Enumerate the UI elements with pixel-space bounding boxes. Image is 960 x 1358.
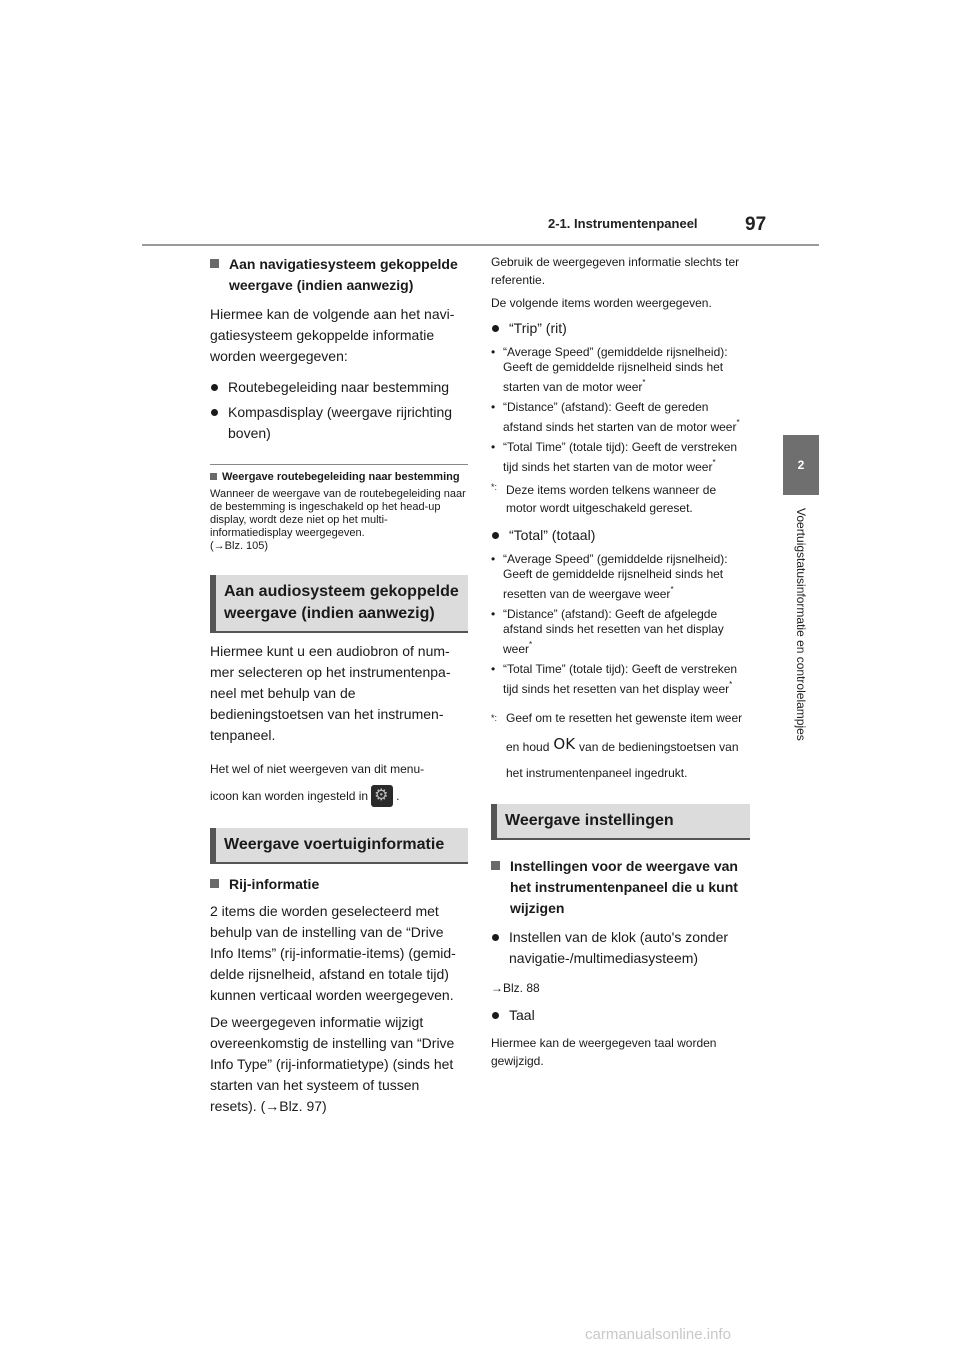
settings-gear-icon bbox=[371, 785, 393, 807]
chapter-title: Voertuigstatusinformatie en controlelampjes bbox=[794, 508, 808, 741]
trip-item-average-speed: • “Average Speed” (gemiddelde rijsnelheid): Geeft de gemiddelde rijsnelheid sinds het starten van de motor weer* bbox=[491, 345, 750, 395]
settings-heading: Instellingen voor de weergave van het instrumentenpaneel die u kunt wijzigen bbox=[491, 856, 750, 919]
audio-banner: Aan audiosysteem gekoppelde weergave (indien aanwezig) bbox=[210, 575, 468, 633]
route-note-heading: Weergave routebegeleiding naar bestemming bbox=[210, 471, 468, 484]
note-divider bbox=[210, 464, 468, 465]
bullet-route: Routebegeleiding naar bestemming bbox=[210, 377, 468, 398]
trip-item-total-time: • “Total Time” (totale tijd): Geeft de verstreken tijd sinds het starten van de motor weer* bbox=[491, 440, 750, 475]
bullet-trip: “Trip” (rit) bbox=[491, 318, 750, 339]
trip-item-distance: • “Distance” (afstand): Geeft de gereden afstand sinds het starten van de motor weer* bbox=[491, 400, 750, 435]
taal-paragraph: Hiermee kan de weergegeven taal worden gewijzigd. bbox=[491, 1036, 717, 1068]
bullet-total: “Total” (totaal) bbox=[491, 525, 750, 546]
route-note-ref[interactable]: (→Blz. 105) bbox=[210, 540, 269, 552]
vehicle-info-banner: Weergave voertuiginformatie bbox=[210, 828, 468, 864]
right-column bbox=[491, 250, 750, 1070]
nav-paragraph: Hiermee kan de volgende aan het navigatiesysteem gekoppelde informatie worden weergegeven: bbox=[210, 306, 455, 364]
square-bullet-icon bbox=[210, 259, 219, 268]
rij-paragraph-1: 2 items die worden geselecteerd met behulp van de instelling van de “Drive Info Items” (rij-informatie-items) (gemiddelde rijsnelheid, afstand en totale tijd) kunnen verticaal worden weergegeven. bbox=[210, 903, 456, 1003]
chapter-tab: 2 bbox=[783, 435, 819, 495]
bullet-compass: Kompasdisplay (weergave rijrichting boven) bbox=[210, 402, 468, 444]
trip-footnote: *: Deze items worden telkens wanneer de motor wordt uitgeschakeld gereset. bbox=[491, 482, 717, 515]
menu-paragraph: Het wel of niet weergeven van dit menu- icoon kan worden ingesteld in⚙ . bbox=[210, 756, 468, 810]
bullet-clock: Instellen van de klok (auto's zonder navigatie-/multimediasysteem) bbox=[491, 927, 750, 969]
bullet-taal: Taal bbox=[491, 1005, 750, 1026]
square-bullet-icon bbox=[210, 473, 217, 480]
total-item-distance: • “Distance” (afstand): Geeft de afgelegde afstand sinds het resetten van het display weer* bbox=[491, 607, 750, 657]
total-footnote: *: Geef om te resetten het gewenste item weer en houd OK van de bedieningstoetsen van het instrumentenpaneel ingedrukt. bbox=[491, 711, 743, 780]
page-number: 97 bbox=[745, 214, 767, 235]
rij-heading: Rij-informatie bbox=[210, 874, 468, 895]
section-title: 2-1. Instrumentenpaneel bbox=[548, 216, 698, 231]
square-bullet-icon bbox=[491, 861, 500, 870]
total-item-average-speed: • “Average Speed” (gemiddelde rijsnelheid): Geeft de gemiddelde rijsnelheid sinds het resetten van de weergave weer* bbox=[491, 552, 750, 602]
watermark-footer: carmanualsonline.info bbox=[585, 1326, 731, 1343]
nav-heading: Aan navigatiesysteem gekoppelde weergave (indien aanwezig) bbox=[210, 254, 468, 296]
left-column bbox=[210, 250, 468, 1117]
items-paragraph: De volgende items worden weergegeven. bbox=[491, 296, 712, 310]
header-divider bbox=[142, 244, 819, 246]
square-bullet-icon bbox=[210, 879, 219, 888]
clock-ref[interactable]: →Blz. 88 bbox=[491, 981, 540, 995]
rij-paragraph-2: De weergegeven informatie wijzigt overeenkomstig de instelling van “Drive Info Type” (rij-informatietype) (sinds het starten van het systeem of tussen resets). (→Blz. 97) bbox=[210, 1014, 455, 1114]
total-item-total-time: • “Total Time” (totale tijd): Geeft de verstreken tijd sinds het resetten van het display weer* bbox=[491, 662, 750, 697]
audio-paragraph: Hiermee kunt u een audiobron of nummer selecteren op het instrumentenpaneel met behulp van de bedieningstoetsen van het instrumentenpaneel. bbox=[210, 643, 451, 743]
ok-button-icon: OK bbox=[553, 735, 576, 753]
route-note-text: Wanneer de weergave van de routebegeleiding naar de bestemming is ingeschakeld op het head-up display, wordt deze niet op het multi-informatiedisplay weergegeven. bbox=[210, 488, 466, 539]
settings-banner: Weergave instellingen bbox=[491, 804, 750, 840]
reference-paragraph: Gebruik de weergegeven informatie slechts ter referentie. bbox=[491, 255, 740, 287]
